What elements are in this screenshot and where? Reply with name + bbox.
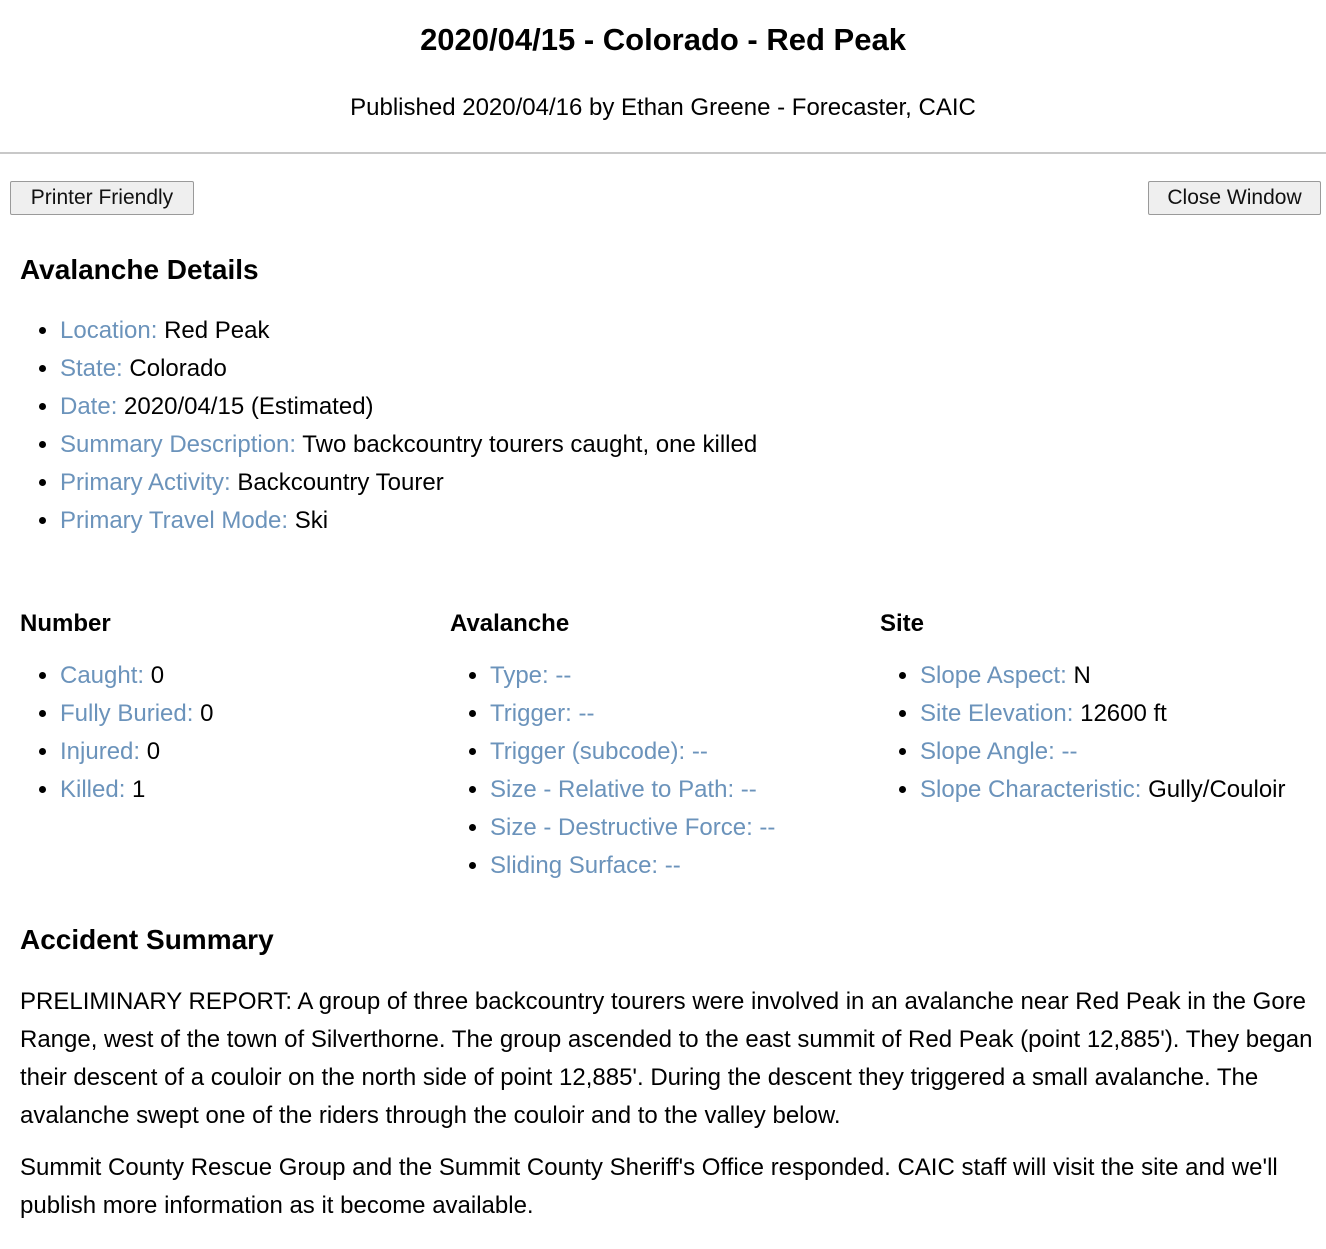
number-column: [20, 605, 450, 809]
avalanche-column: [450, 605, 880, 885]
field-label: Caught:: [60, 662, 145, 689]
field-value: N: [1073, 662, 1091, 689]
field-value: --: [555, 662, 572, 689]
accident-paragraph: PRELIMINARY REPORT: A group of three backcountry tourers were involved in an avalanche near Red Peak in the Gore Range, west of the town of Silverthorne. The group ascended to the east summit of Red Peak (point 12,885'). They began their descent of a couloir on the north side of point 12,885'. During the descent they triggered a small avalanche. The avalanche swept one of the riders through the couloir and to the valley below.: [20, 988, 1313, 1129]
avalanche-heading: Avalanche: [450, 610, 570, 637]
avalanche-details-heading: Avalanche Details: [20, 254, 259, 285]
field-value: --: [664, 852, 681, 879]
field-value: 12600 ft: [1080, 700, 1167, 727]
field-label: Slope Characteristic:: [920, 776, 1142, 803]
field-value: --: [691, 738, 708, 765]
field-value: 2020/04/15 (Estimated): [124, 393, 374, 420]
list-item: [60, 657, 450, 695]
field-value: 1: [132, 776, 146, 803]
field-label: Slope Angle:: [920, 738, 1055, 765]
field-label: Killed:: [60, 776, 126, 803]
field-value: --: [740, 776, 757, 803]
number-list: [20, 657, 450, 809]
field-value: 0: [146, 738, 161, 765]
field-label: Size - Destructive Force:: [490, 814, 753, 841]
list-item: [60, 388, 780, 426]
field-value: Ski: [294, 507, 329, 534]
site-heading: Site: [880, 610, 925, 637]
list-item: [920, 695, 1326, 733]
field-value: Backcountry Tourer: [237, 469, 444, 496]
published-byline: Published 2020/04/16 by Ethan Greene - Forecaster, CAIC: [350, 94, 976, 121]
page-title: 2020/04/15 - Colorado - Red Peak: [420, 22, 906, 57]
field-label: Injured:: [60, 738, 141, 765]
list-item: [60, 350, 780, 388]
list-item: [490, 809, 880, 847]
field-label: Primary Activity:: [60, 469, 231, 496]
list-item: [920, 733, 1326, 771]
list-item: [60, 695, 450, 733]
field-label: Primary Travel Mode:: [60, 507, 289, 534]
accident-summary-heading: Accident Summary: [20, 924, 274, 955]
field-label: Date:: [60, 393, 118, 420]
list-item: [60, 312, 780, 350]
list-item: [920, 771, 1326, 809]
field-value: Colorado: [129, 355, 227, 382]
field-value: 0: [150, 662, 165, 689]
printer-friendly-button[interactable]: Printer Friendly: [10, 181, 194, 215]
field-value: Gully/Couloir: [1148, 776, 1286, 803]
field-label: Fully Buried:: [60, 700, 194, 727]
list-item: [490, 695, 880, 733]
page-header: [0, 0, 1326, 154]
details-list: [20, 312, 780, 540]
field-label: Type:: [490, 662, 549, 689]
field-value: --: [1061, 738, 1078, 765]
field-value: --: [578, 700, 595, 727]
field-value: --: [759, 814, 776, 841]
accident-paragraph: Summit County Rescue Group and the Summit County Sheriff's Office responded. CAIC staff will visit the site and we'll publish more information as it become available.: [20, 1154, 1278, 1219]
list-item: [60, 733, 450, 771]
field-label: Trigger (subcode):: [490, 738, 686, 765]
list-item: [60, 771, 450, 809]
list-item: [490, 771, 880, 809]
number-heading: Number: [20, 610, 111, 637]
field-value: Red Peak: [164, 317, 270, 344]
field-label: Slope Aspect:: [920, 662, 1067, 689]
field-label: State:: [60, 355, 123, 382]
list-item: [920, 657, 1326, 695]
field-label: Size - Relative to Path:: [490, 776, 735, 803]
field-value: 0: [200, 700, 214, 727]
list-item: [60, 464, 780, 502]
site-column: [880, 605, 1326, 809]
list-item: [60, 426, 780, 464]
field-value: Two backcountry tourers caught, one killed: [302, 431, 758, 458]
list-item: [490, 847, 880, 885]
field-label: Summary Description:: [60, 431, 297, 458]
avalanche-list: [450, 657, 880, 885]
field-label: Location:: [60, 317, 158, 344]
list-item: [60, 502, 780, 540]
list-item: [490, 733, 880, 771]
list-item: [490, 657, 880, 695]
field-label: Trigger:: [490, 700, 572, 727]
field-label: Sliding Surface:: [490, 852, 659, 879]
close-window-button[interactable]: Close Window: [1148, 181, 1321, 215]
site-list: [880, 657, 1326, 809]
field-label: Site Elevation:: [920, 700, 1074, 727]
